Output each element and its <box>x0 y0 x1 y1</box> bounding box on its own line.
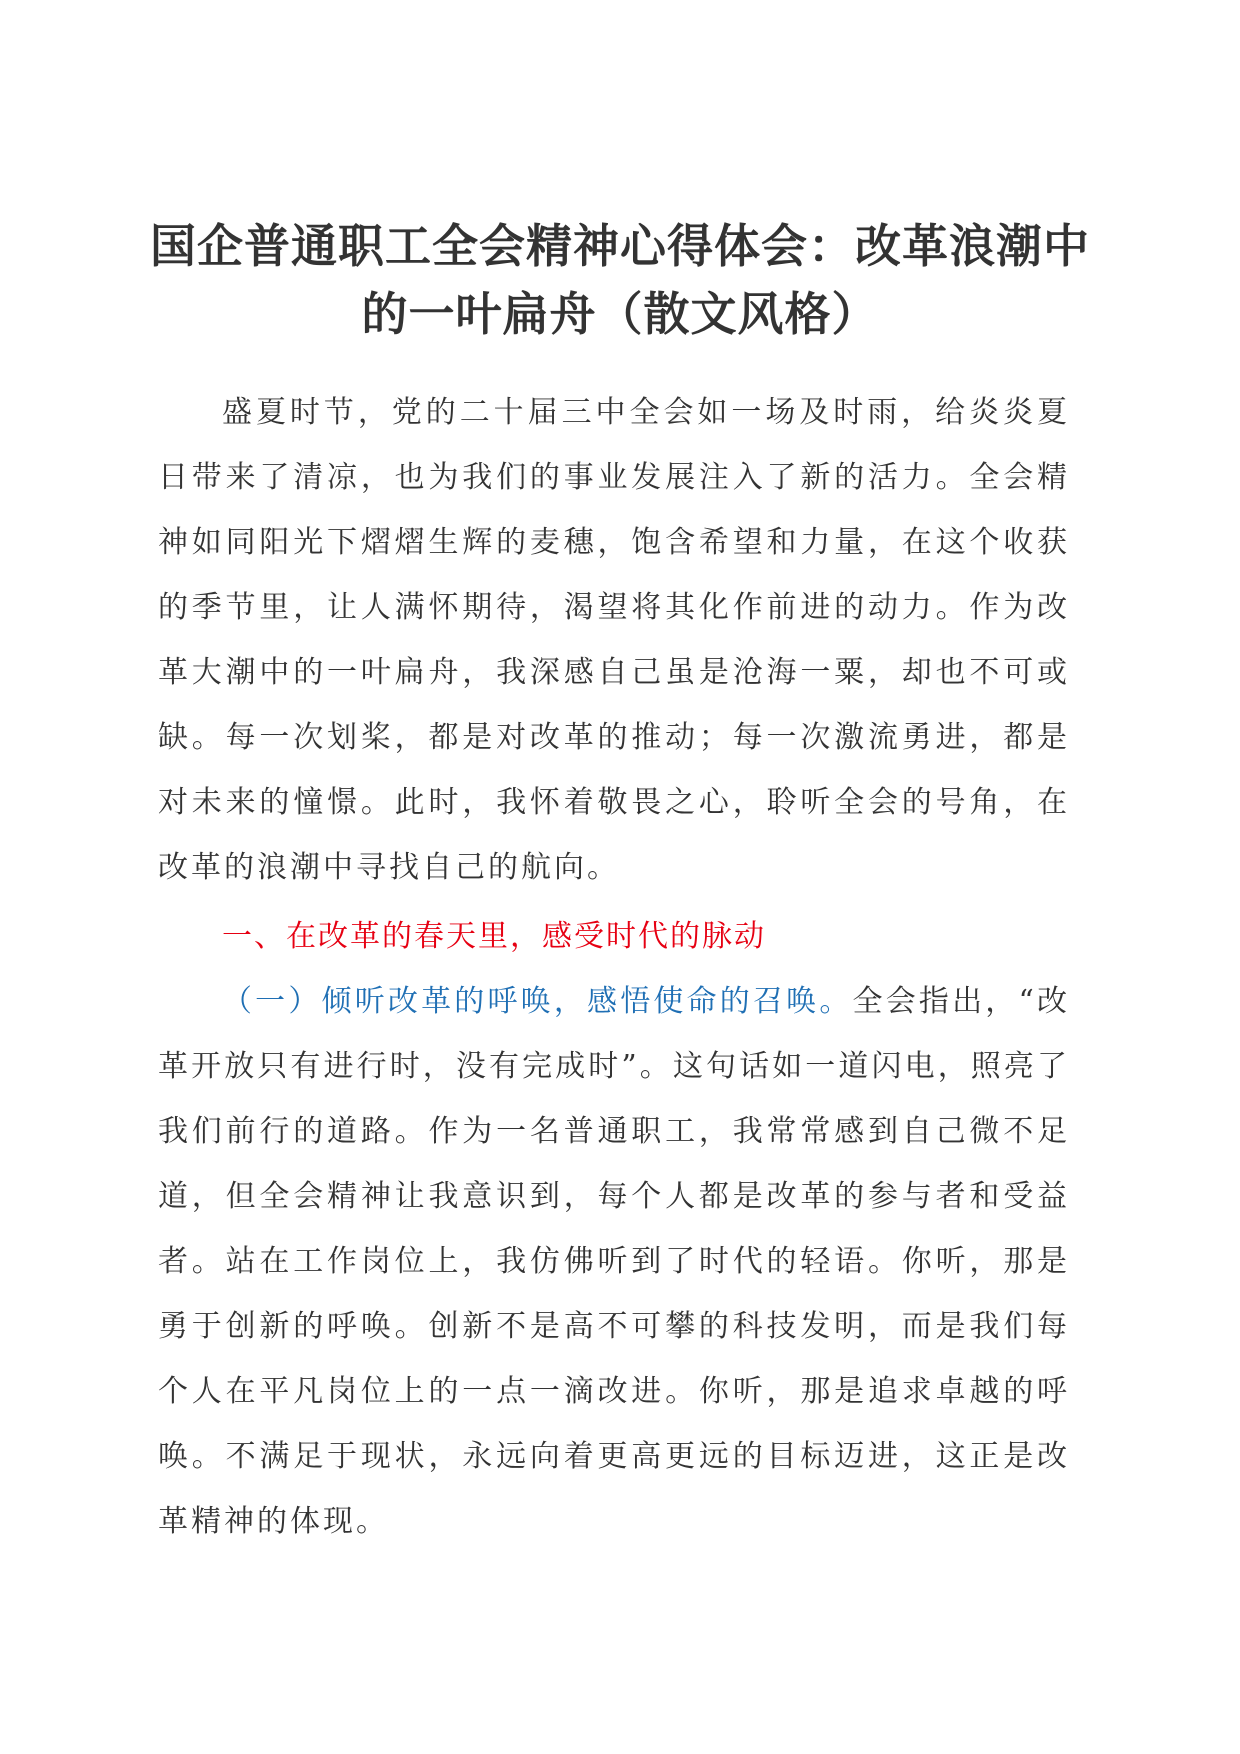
section-heading: 一、在改革的春天里，感受时代的脉动 <box>222 919 766 954</box>
intro-paragraph: 盛夏时节，党的二十届三中全会如一场及时雨，给炎炎夏日带来了清凉，也为我们的事业发展注入了新的活力。全会精神如同阳光下熠熠生辉的麦穗，饱含希望和力量，在这个收获的季节里，让人满怀期待，渴望将其化作前进的动力。作为改革大潮中的一叶扁舟，我深感自己虽是沧海一粟，却也不可或缺。每一次划桨，都是对改革的推动；每一次激流勇进，都是对未来的憧憬。此时，我怀着敬畏之心，聆听全会的号角，在改革的浪潮中寻找自己的航向。 <box>158 395 1070 885</box>
title-line-1: 国企普通职工全会精神心得体会：改革浪潮中 <box>150 219 1090 273</box>
subsection-body: 全会指出，“改革开放只有进行时，没有完成时”。这句话如一道闪电，照亮了我们前行的道路。作为一名普通职工，我常常感到自己微不足道，但全会精神让我意识到，每个人都是改革的参与者和受益者。站在工作岗位上，我仿佛听到了时代的轻语。你听，那是勇于创新的呼唤。创新不是高不可攀的科技发明，而是我们每个人在平凡岗位上的一点一滴改进。你听，那是追求卓越的呼唤。不满足于现状，永远向着更高更远的目标迈进，这正是改革精神的体现。 <box>158 984 1071 1539</box>
subsection-heading: （一）倾听改革的呼唤，感悟使命的召唤。 <box>222 984 853 1019</box>
subsection-paragraph <box>158 969 1070 1554</box>
title-line-2: 的一叶扁舟（散文风格） <box>361 287 879 341</box>
document-title <box>150 212 1090 348</box>
